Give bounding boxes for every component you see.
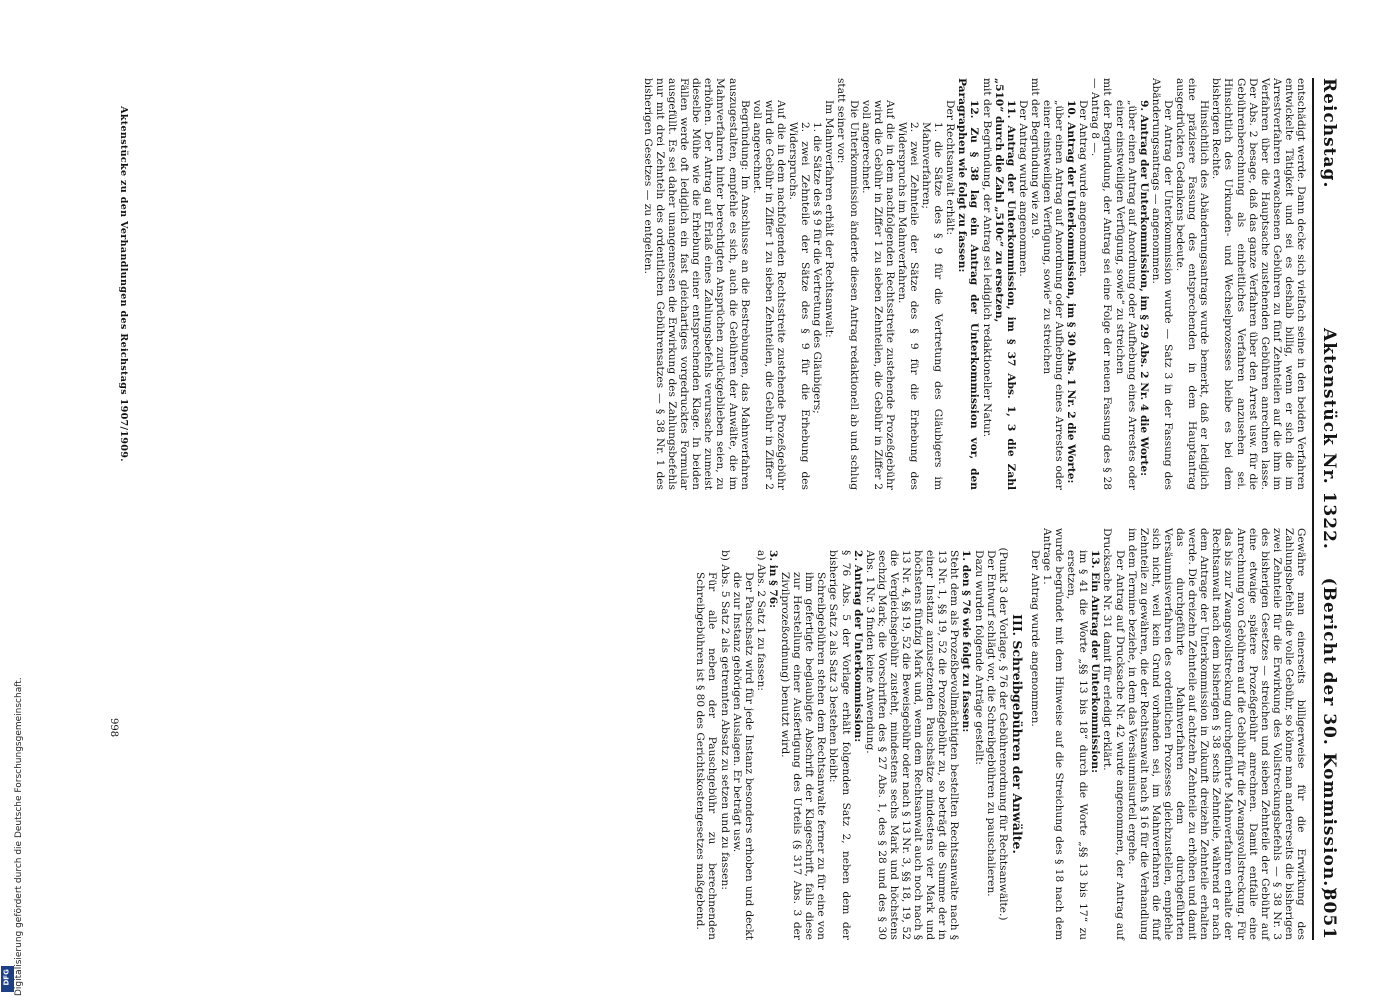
header-rule: [1312, 78, 1314, 940]
paragraph: Der Antrag wurde angenommen.: [1077, 100, 1090, 277]
paragraph: mit der Begründung wie zu 9.: [1028, 78, 1041, 239]
left-column: [642, 78, 1307, 490]
paragraph: im § 41 die Worte „§§ 13 bis 18“ durch die Worte „§§ 13 bis 17“ zu ersetzen,: [1065, 550, 1090, 940]
paragraph: Der Entwurf schlägt vor, die Schreibgebühren zu pauschalieren.: [984, 550, 997, 897]
digitization-text: Digitalisierung gefördert durch die Deutsche Forschungsgemeinschaft.: [14, 677, 24, 996]
page-number: 998: [108, 718, 119, 738]
paragraph: Der Antrag wurde angenommen.: [1028, 550, 1041, 727]
paragraph: Der Antrag wurde angenommen.: [1016, 100, 1029, 277]
header-page-number: 8051: [1319, 888, 1339, 940]
footer-line: Aktenstücke zu den Verhandlungen des Reichstags 1907/1909.: [118, 106, 129, 462]
paragraph: Begründung: Im Anschlusse an die Bestrebungen, das Mahnverfahren auszugestalten, empfehle es sich, auch die Gebühren der Anwälte, die im Mahnverfahren hinter berechtigten Ansprüchen zurückgeblieben seien, zu erhöhen. Der Antrag auf Erlaß eines Zahlungsbefehls verursache zumeist dieselbe Mühe wie die Erhebung einer entsprechenden Klage. In beiden Fällen werde oft lediglich ein fast gleichartiges vorgedrucktes Formular ausgefüllt. Es sei daher unangemessen die Erwirkung des Zahlungsbefehls nur mit drei Zehnteln des ordentlichen Gebührensatzes — § 38 Nr. 1 des bisherigen Gesetzes — zu entgelten.: [641, 78, 751, 490]
paragraph: (Punkt 3 der Vorlage, § 76 der Gebührenordnung für Rechtsanwälte.): [996, 547, 1009, 921]
document-page: [63, 78, 1339, 940]
paragraph: b) Abs. 5 Satz 2 als getrennten Absatz zu setzen und zu fassen:: [718, 550, 731, 890]
paragraph: Schreibgebühren stehen dem Rechtsanwalte ferner zu für eine von ihm gefertigte beglaubigte Abschrift der Klageschrift, falls diese zur Herstellung einer Ausfertigung des Urteils (§ 317 Abs. 3 der Zivilprozeßordnung) benutzt wird.: [779, 572, 828, 940]
header-center: Aktenstück Nr. 1322.: [1319, 328, 1339, 550]
header-title: [1319, 328, 1339, 896]
paragraph: Dazu wurden folgende Anträge gestellt:: [972, 550, 985, 765]
paragraph: 1. den § 76 wie folgt zu fassen:: [960, 550, 973, 733]
paragraph: Gewähre man einerseits billigerweise für die Erwirkung des Zahlungsbefehls die volle Gebühr, so könne man andererseits die bisherigen zwei Zehnteile für die Erwirkung des Vollstreckungsbefehls — § 38 Nr. 3 des bisherigen Gesetzes — streichen und sieben Zehnteile der Gebühr auf eine etwaige spätere Prozeßgebühr anrechnen. Damit entfalle eine Anrechnung von Gebühren auf die Gebühr für die Zwangsvollstreckung. Für das bis zur Zwangsvollstreckung durchgeführte Mahnverfahren erhalte der Rechtsanwalt nach dem bisherigen § 38 sechs Zehnteile, während er nach dem Antrage der Unterkommission in Zukunft dreizehn Zehnteile erhalten werde. Die dreizehn Zehnteile auf achtzehn Zehnteile zu erhöhen und damit das durchgeführte Mahnverfahren dem durchgeführten Versäumnisverfahren des ordentlichen Prozesses gleichzustellen, empfehle sich nicht, weil kein Grund vorhanden sei, im Mahnverfahren die fünf Zehnteile zu gewähren, die der Rechtsanwalt nach § 16 für die Verhandlung im dem Termine beziehe, in dem das Versäumnisurteil ergehe.: [1125, 528, 1307, 940]
paragraph: wurde begründet mit dem Hinweise auf die Streichung des § 18 nach dem Antrage 1.: [1041, 528, 1066, 940]
paragraph: Auf die in dem nachfolgenden Rechtsstreite zustehende Prozeßgebühr wird die Gebühr in Ziffer 1 zu sieben Zehnteilen, die Gebühr in Ziffer 2 voll angerechnet.: [750, 100, 787, 490]
paragraph: Steht dem als Prozeßbevollmächtigten bestellten Rechtsanwalte nach § 13 Nr. 1, §§ 19, 52 die Prozeßgebühr zu, so beträgt die Summe der in einer Instanz anzusetzenden Pauschsätze mindestens vier Mark und höchstens fünfzig Mark und, wenn dem Rechtsanwalt auch noch nach § 13 Nr. 4, §§ 19, 52 die Beweisgebühr oder nach § 13 Nr. 3, §§ 18, 19, 52 die Vergleichsgebühr zusteht, mindestens sechs Mark und höchstens sechzig Mark; die Vorschriften des § 27 Abs. 1, des § 28 und des § 30 Abs. 1 Nr. 3 finden keine Anwendung.: [863, 550, 961, 940]
paragraph: Der Antrag auf Drucksache Nr. 42 wurde angenommen, der Antrag auf Drucksache Nr. 31 damit für erledigt erklärt.: [1101, 528, 1126, 940]
paragraph: Im Mahnverfahren erhält der Rechtsanwalt:: [823, 100, 836, 338]
paragraph: 2. zwei Zehnteile der Sätze des § 9 für die Erhebung des Widerspruchs im Mahnverfahren.: [895, 122, 920, 490]
paragraph: 2. Antrag der Unterkommission:: [851, 550, 864, 743]
paragraph: 2. zwei Zehnteile der Sätze des § 9 für die Erhebung des Widerspruchs.: [787, 122, 812, 490]
paragraph: 13. Ein Antrag der Unterkommission:: [1089, 550, 1102, 774]
paragraph: III. Schreibgebühren der Anwälte.: [1009, 614, 1025, 854]
right-column: [694, 528, 1307, 940]
paragraph: Der Antrag der Unterkommission wurde — Satz 3 in der Fassung des Abänderungsantrags — angenommen.: [1149, 78, 1174, 490]
paragraph: 3. in § 76:: [766, 550, 779, 609]
paragraph: § 76 Abs. 5 der Vorlage erhält folgenden Satz 2, neben dem der bisherige Satz 2 als Satz 3 bestehen bleibt:: [827, 550, 852, 940]
paragraph: a) Abs. 2 Satz 1 zu fassen:: [754, 550, 767, 691]
paragraph: 10. Antrag der Unterkommission, im § 30 Abs. 1 Nr. 2 die Worte:: [1065, 100, 1078, 484]
page-header: [1317, 78, 1339, 940]
dfg-logo: [1, 966, 14, 992]
paragraph: Der Pauschsatz wird für jede Instanz besonders erhoben und deckt die zur Instanz gehörigen Auslagen. Er beträgt usw.: [730, 572, 755, 940]
paragraph: 1. die Sätze des § 9 für die Vertretung des Gläubigers im Mahnverfahren;: [920, 122, 945, 490]
paragraph: „über einen Antrag auf Anordnung oder Aufhebung eines Arrestes oder einer einstweiligen Verfügung, sowie“ zu streichen: [1113, 100, 1138, 490]
paragraph: 11. Antrag der Unterkommission, im § 37 Abs. 1, 3 die Zahl „510“ durch die Zahl „510c“ zu ersetzen,: [992, 78, 1017, 490]
paragraph: Auf die in dem nachfolgenden Rechtsstreite zustehende Prozeßgebühr wird die Gebühr in Ziffer 1 zu sieben Zehnteilen, die Gebühr in Ziffer 2 voll angerechnet.: [859, 100, 896, 490]
paragraph: Für alle neben der Pauschgebühr zu berechnenden Schreibgebühren ist § 80 des Gerichtskostengesetzes maßgebend.: [694, 572, 719, 940]
paragraph: mit der Begründung, der Antrag sei eine Folge der neuen Fassung des § 28 — Antrag 8 —.: [1089, 78, 1114, 490]
paragraph: Die Unterkommission änderte diesen Antrag redaktionell ab und schlug statt seiner vor:: [835, 78, 860, 490]
paragraph: Hinsichtlich des Abänderungsantrags wurde bemerkt, daß er lediglich eine präzisere Fassung des entsprechenden in dem Hauptantrag ausgedrückten Gedankens bedeute.: [1174, 78, 1211, 490]
header-left: Reichstag.: [1319, 78, 1339, 189]
paragraph: 12. Zu § 38 lag ein Antrag der Unterkommission vor, den Paragraphen wie folgt zu fassen:: [956, 78, 981, 490]
paragraph: Der Rechtsanwalt erhält:: [944, 100, 957, 236]
paragraph: 9. Antrag der Unterkommission, im § 29 Abs. 2 Nr. 4 die Worte:: [1137, 100, 1150, 477]
paragraph: entschädigt werde. Dann decke sich vielfach seine in den beiden Verfahren entwickelte Tätigkeit und sei es deshalb billig, wenn er sich die im Arrestverfahren erwachsenen Gebühren zu fünf Zehnteilen auf die ihm im Verfahren über die Hauptsache zustehenden Gebühren anrechnen lasse. Der Abs. 2 besage, daß das ganze Verfahren über den Arrest usw. für die Gebührenberechnung als einheitliches Verfahren anzusehen sei. Hinsichtlich des Urkunden- und Wechselprozesses bleibe es bei dem bisherigen Rechte.: [1210, 78, 1307, 490]
paragraph: „über einen Antrag auf Anordnung oder Aufhebung eines Arrestes oder einer einstweiligen Verfügung, sowie“ zu streichen: [1041, 100, 1066, 490]
header-center2: (Bericht der 30. Kommission.): [1319, 577, 1339, 897]
paragraph: 1. die Sätze des § 9 für die Vertretung des Gläubigers;: [811, 122, 824, 414]
digitization-note: [0, 596, 24, 996]
paragraph: mit der Begründung, der Antrag sei lediglich redaktioneller Natur.: [980, 78, 993, 438]
dfg-logo-text: DFG: [2, 969, 11, 986]
